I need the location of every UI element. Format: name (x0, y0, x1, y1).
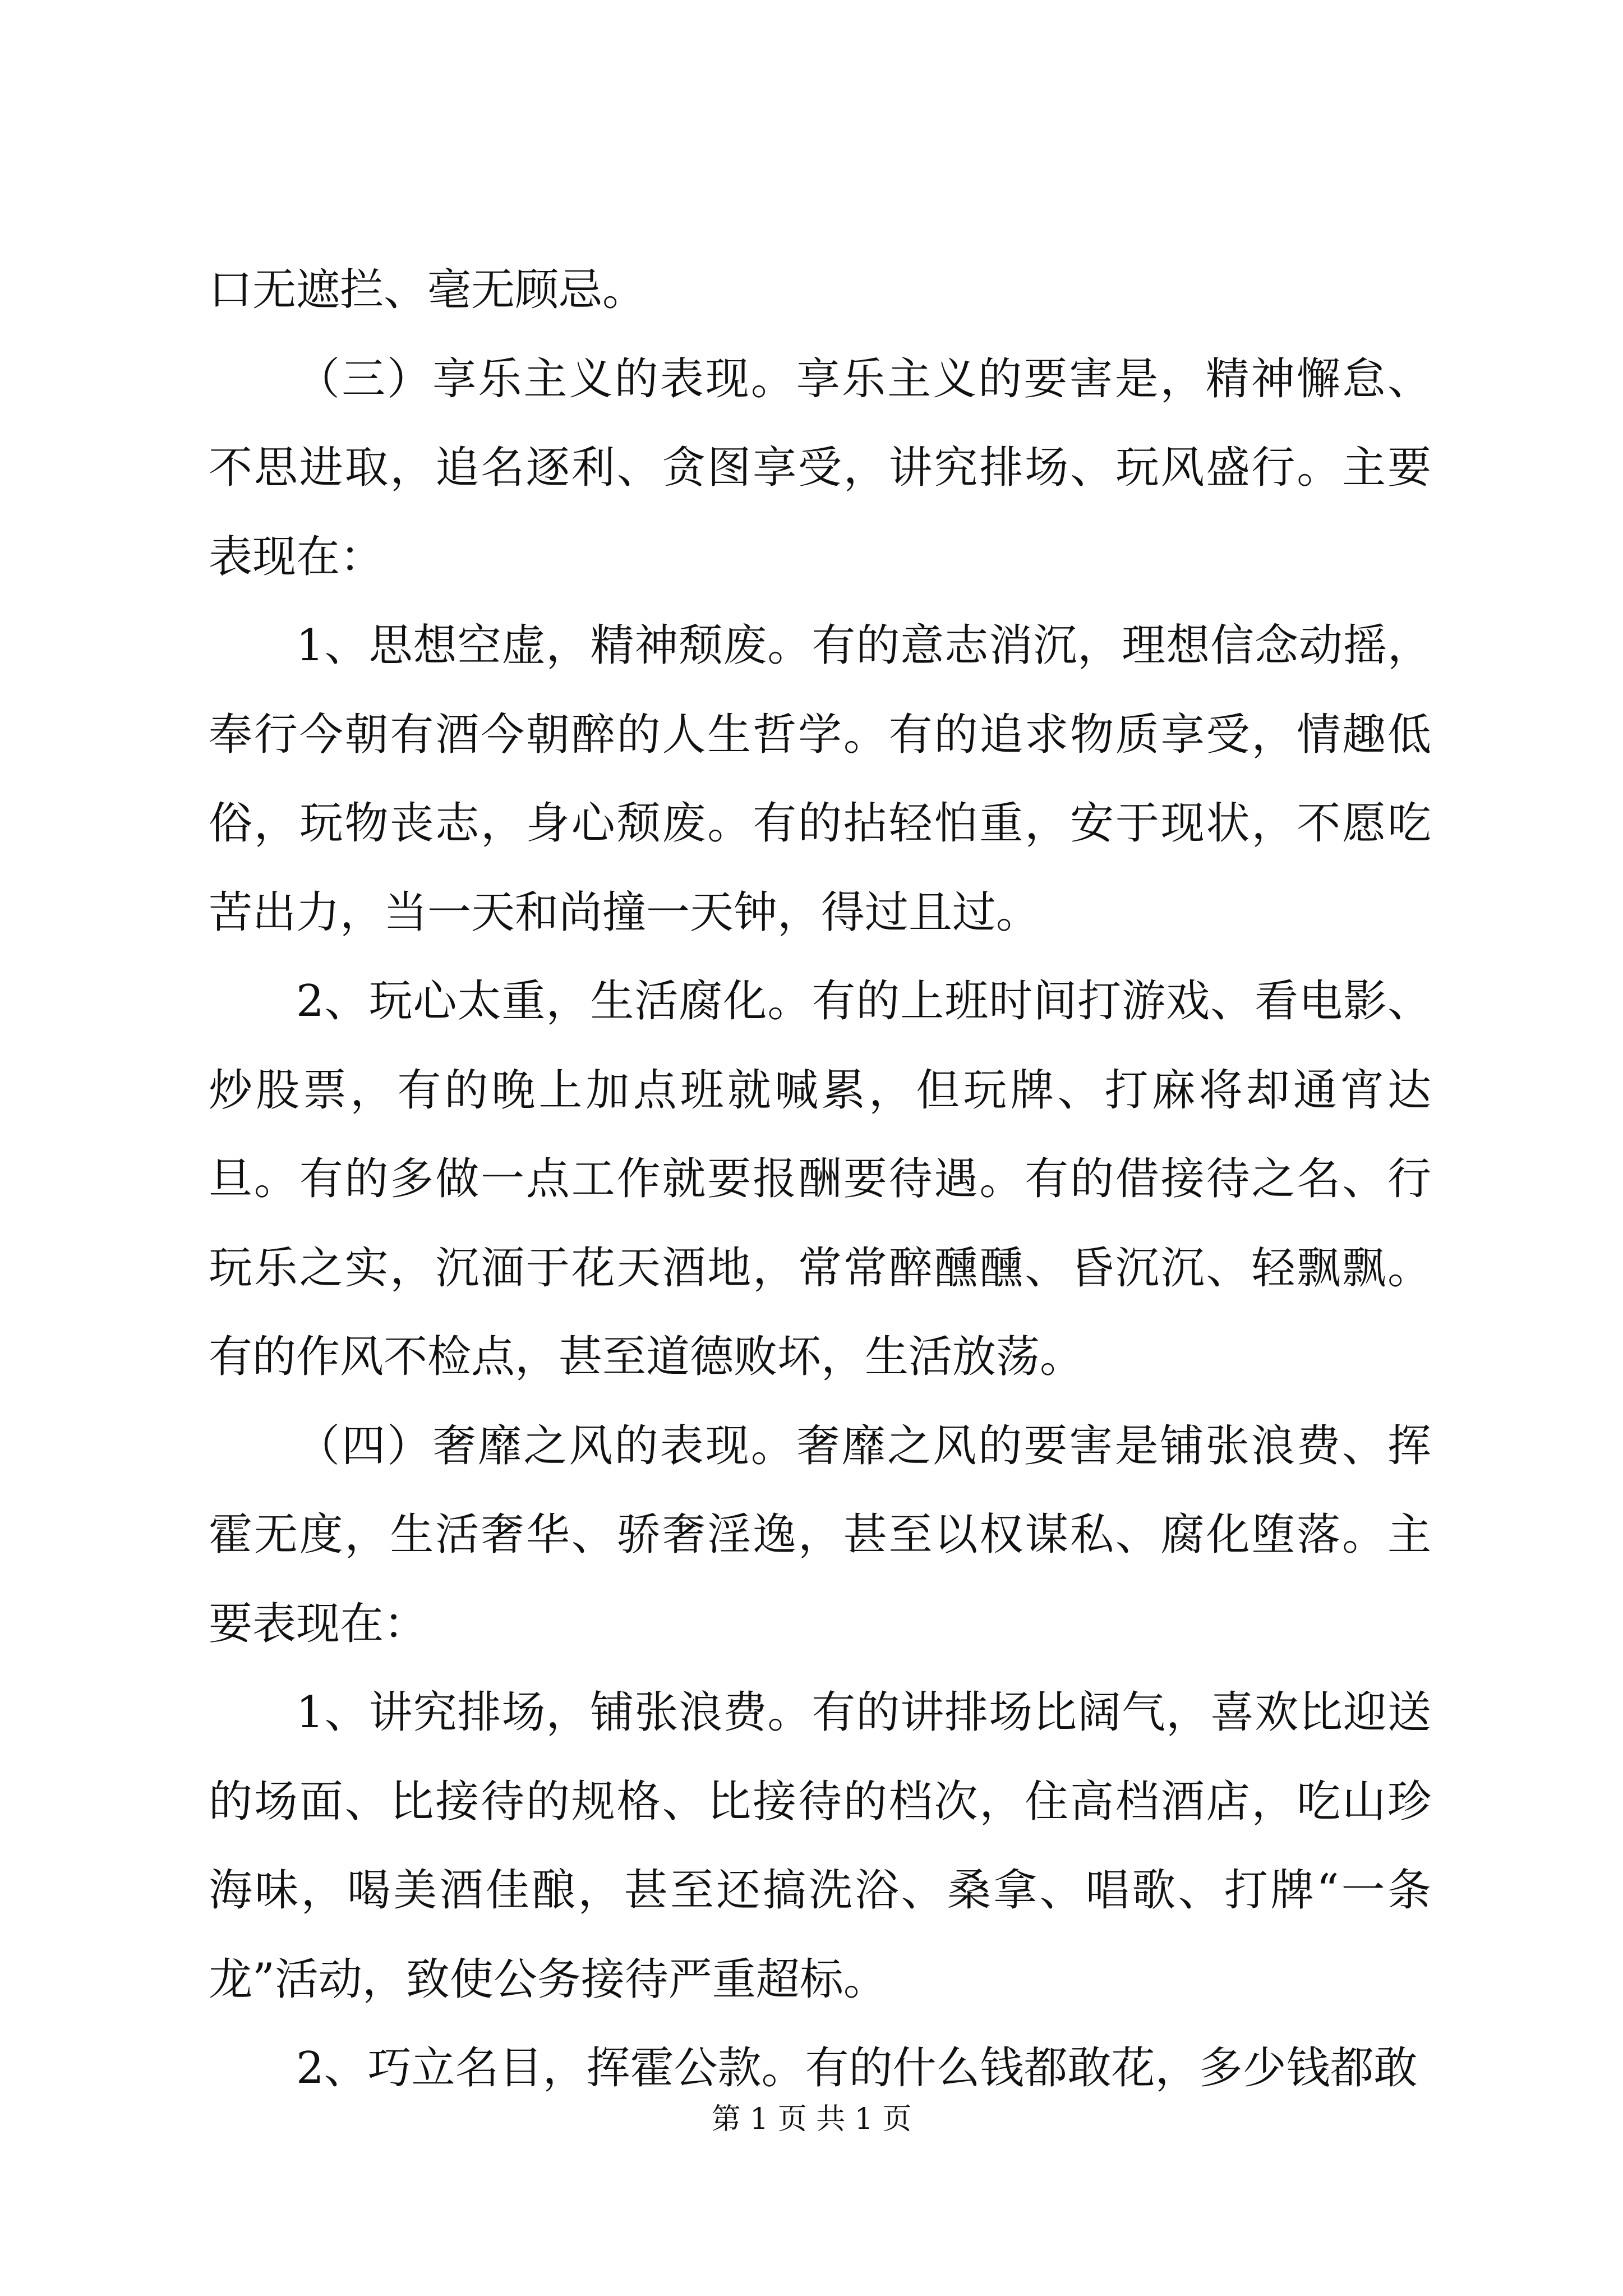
page-footer: 第 1 页 共 1 页 (711, 2102, 912, 2136)
paragraph-section-three: （三）享乐主义的表现。享乐主义的要害是，精神懈怠、不思进取，追名逐利、贪图享受，讲究排场、玩风盛行。主要表现在： (209, 353, 1431, 582)
paragraph-section-four: （四）奢靡之风的表现。奢靡之风的要害是铺张浪费、挥霍无度，生活奢华、骄奢淫逸，甚至以权谋私、腐化堕落。主要表现在： (209, 1420, 1431, 1649)
document-body (209, 246, 1431, 2113)
paragraph-item-1-b: 1、讲究排场，铺张浪费。有的讲排场比阔气，喜欢比迎送的场面、比接待的规格、比接待的档次，住高档酒店，吃山珍海味，喝美酒佳酿，甚至还搞洗浴、桑拿、唱歌、打牌“一条龙”活动，致使公务接待严重超标。 (209, 1687, 1431, 2005)
paragraph-continuation: 口无遮拦、毫无顾忌。 (209, 265, 647, 315)
paragraph-item-2: 2、玩心太重，生活腐化。有的上班时间打游戏、看电影、炒股票，有的晚上加点班就喊累，但玩牌、打麻将却通宵达旦。有的多做一点工作就要报酬要待遇。有的借接待之名、行玩乐之实，沉湎于花天酒地，常常醉醺醺、昏沉沉、轻飘飘。有的作风不检点，甚至道德败坏，生活放荡。 (209, 976, 1431, 1382)
paragraph-item-2-b: 2、巧立名目，挥霍公款。有的什么钱都敢花，多少钱都敢 (296, 2043, 1418, 2093)
paragraph-item-1: 1、思想空虚，精神颓废。有的意志消沉，理想信念动摇，奉行今朝有酒今朝醉的人生哲学。有的追求物质享受，情趣低俗，玩物丧志，身心颓废。有的拈轻怕重，安于现状，不愿吃苦出力，当一天和尚撞一天钟，得过且过。 (209, 620, 1431, 938)
